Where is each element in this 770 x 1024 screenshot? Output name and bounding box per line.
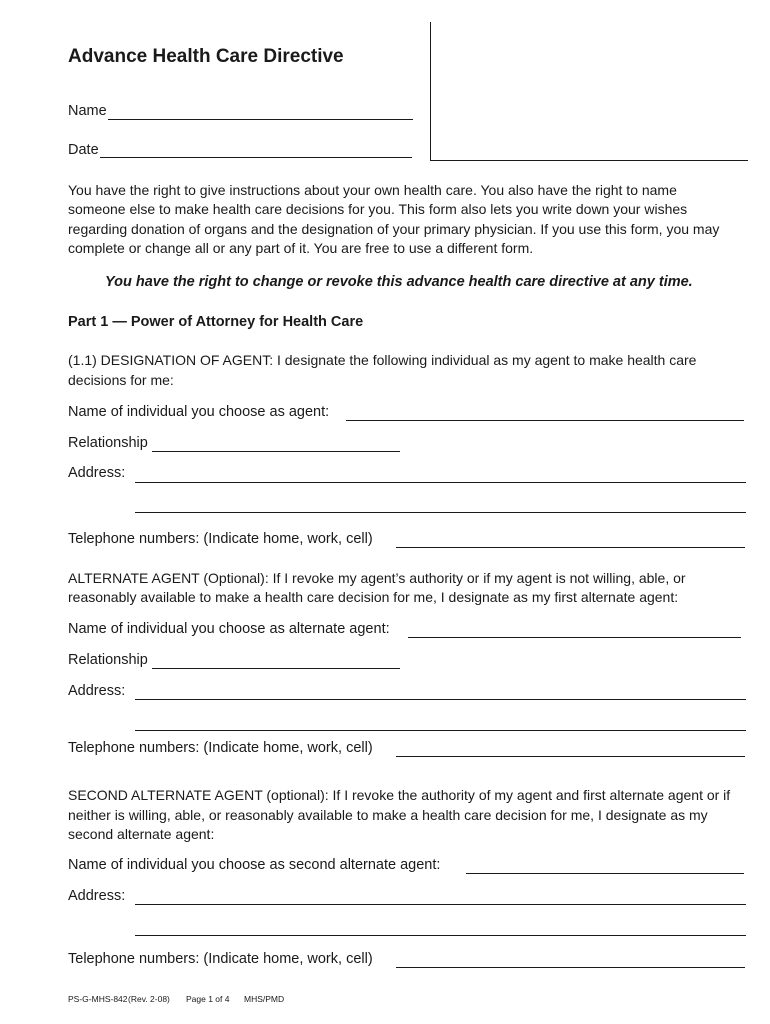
intro-line-1: You have the right to give instructions about your own health care. You also have the right to name bbox=[68, 182, 677, 198]
date-field[interactable] bbox=[100, 157, 412, 158]
agent-address-field-2[interactable] bbox=[135, 512, 746, 513]
alternate-name-label: Name of individual you choose as alternate agent: bbox=[68, 621, 390, 637]
date-label: Date bbox=[68, 142, 99, 158]
second-alternate-name-field[interactable] bbox=[466, 873, 744, 874]
agent-relationship-field[interactable] bbox=[152, 451, 400, 452]
alternate-relationship-field[interactable] bbox=[152, 668, 400, 669]
second-alternate-name-label: Name of individual you choose as second alternate agent: bbox=[68, 857, 441, 873]
alternate-relationship-label: Relationship bbox=[68, 652, 148, 668]
alternate-address-field-1[interactable] bbox=[135, 699, 746, 700]
footer-page-number: Page 1 of 4 bbox=[186, 994, 230, 1004]
name-field[interactable] bbox=[108, 119, 413, 120]
revoke-notice: You have the right to change or revoke this advance health care directive at any time. bbox=[105, 274, 693, 290]
alternate-telephone-label: Telephone numbers: (Indicate home, work, cell) bbox=[68, 740, 373, 756]
alternate-address-label: Address: bbox=[68, 683, 126, 699]
agent-name-label: Name of individual you choose as agent: bbox=[68, 404, 330, 420]
agent-address-field-1[interactable] bbox=[135, 482, 746, 483]
footer-form-code: PS-G-MHS-842 bbox=[68, 994, 128, 1004]
designation-line-2: decisions for me: bbox=[68, 372, 174, 388]
second-alternate-telephone-field[interactable] bbox=[396, 967, 745, 968]
second-alternate-line-3: second alternate agent: bbox=[68, 826, 215, 842]
alternate-line-1: ALTERNATE AGENT (Optional): If I revoke my agent’s authority or if my agent is not willing, able, or bbox=[68, 570, 686, 586]
second-alternate-line-1: SECOND ALTERNATE AGENT (optional): If I revoke the authority of my agent and first alternate agent or if bbox=[68, 787, 731, 803]
alternate-address-field-2[interactable] bbox=[135, 730, 746, 731]
agent-telephone-label: Telephone numbers: (Indicate home, work, cell) bbox=[68, 531, 373, 547]
second-alternate-address-field-1[interactable] bbox=[135, 904, 746, 905]
alternate-line-2: reasonably available to make a health care decision for me, I designate as my first alternate agent: bbox=[68, 589, 679, 605]
name-label: Name bbox=[68, 103, 107, 119]
designation-line-1: (1.1) DESIGNATION OF AGENT: I designate the following individual as my agent to make health care bbox=[68, 352, 697, 368]
intro-line-3: regarding donation of organs and the designation of your primary physician. If you use this form, you may bbox=[68, 221, 720, 237]
label-box-bottom-border bbox=[430, 160, 748, 161]
second-alternate-address-label: Address: bbox=[68, 888, 126, 904]
agent-relationship-label: Relationship bbox=[68, 435, 148, 451]
agent-telephone-field[interactable] bbox=[396, 547, 745, 548]
footer-revision: (Rev. 2-08) bbox=[128, 994, 170, 1004]
label-box-left-border bbox=[430, 22, 431, 161]
intro-line-4: complete or change all or any part of it. You are free to use a different form. bbox=[68, 240, 534, 256]
agent-address-label: Address: bbox=[68, 465, 126, 481]
second-alternate-line-2: neither is willing, able, or reasonably available to make a health care decision for me, I designate as my bbox=[68, 807, 708, 823]
footer-dept: MHS/PMD bbox=[244, 994, 285, 1004]
alternate-telephone-field[interactable] bbox=[396, 756, 745, 757]
second-alternate-address-field-2[interactable] bbox=[135, 935, 746, 936]
alternate-name-field[interactable] bbox=[408, 637, 741, 638]
page-title: Advance Health Care Directive bbox=[68, 46, 344, 67]
second-alternate-telephone-label: Telephone numbers: (Indicate home, work, cell) bbox=[68, 951, 373, 967]
part1-heading: Part 1 — Power of Attorney for Health Care bbox=[68, 314, 364, 330]
agent-name-field[interactable] bbox=[346, 420, 744, 421]
intro-line-2: someone else to make health care decisions for you. This form also lets you write down your wishes bbox=[68, 201, 688, 217]
